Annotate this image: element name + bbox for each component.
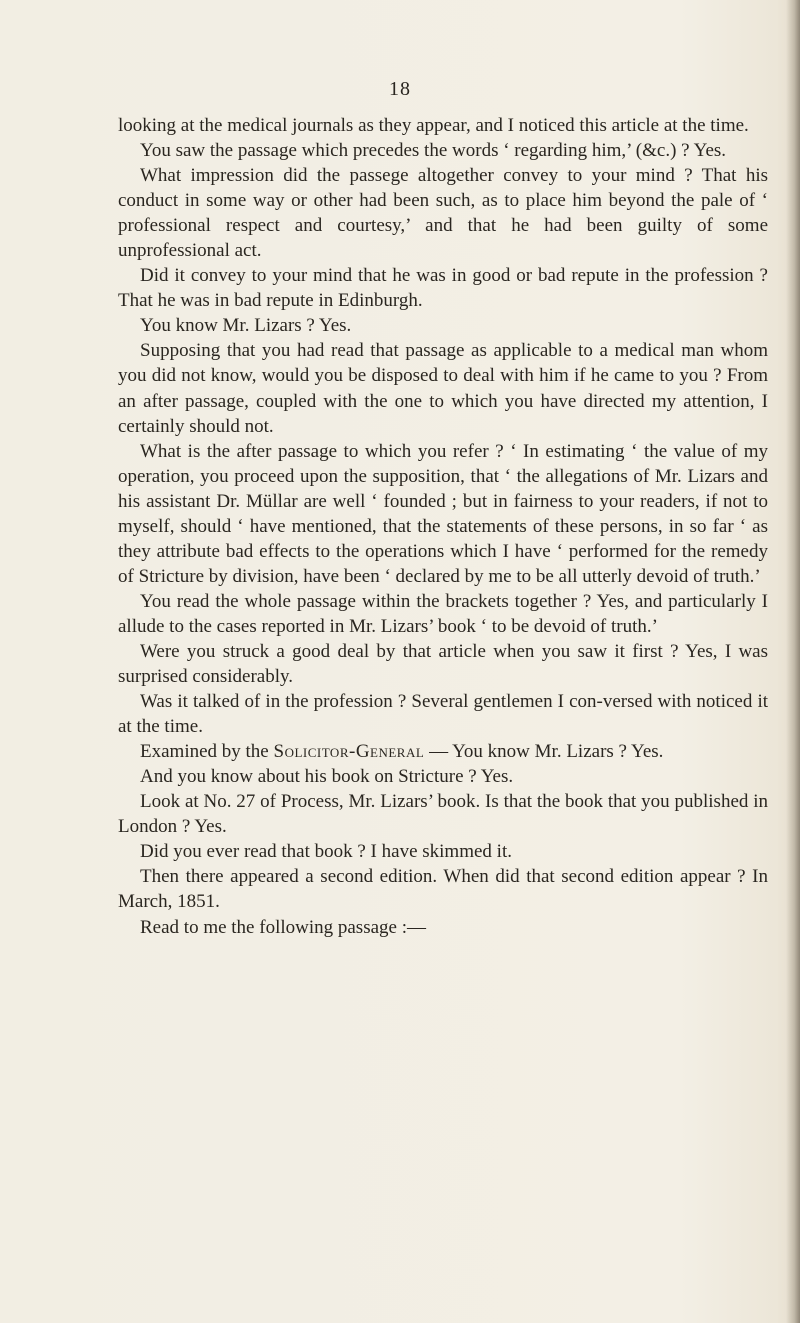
paragraph-7: What is the after passage to which you refer ? ‘ In estimating ‘ the value of my operation, you proceed upon the supposition, that ‘ the allegations of Mr. Lizars and his assistant Dr. Müllar are well ‘ founded ; but in fairness to your readers, if not to myself, should ‘ have mentioned, that the statements of these persons, in so far ‘ as they attribute bad effects to the operations which I have ‘ performed for the remedy of Stricture by division, have been ‘ declared by me to be all utterly devoid of truth.’ [118,440,768,587]
solicitor-general-smallcaps: Solicitor-General [273,741,425,763]
paragraph-5: You know Mr. Lizars ? Yes. [140,315,352,337]
paragraph-11-lead: Examined by the [140,741,274,763]
paragraph-10: Was it talked of in the profession ? Several gentlemen I con-versed with noticed it at the time. [118,691,768,738]
paragraph-9: Were you struck a good deal by that article when you saw it first ? Yes, I was surprised considerably. [118,640,768,688]
page-number: 18 [389,78,411,100]
paragraph-2: You saw the passage which precedes the words ‘ regarding him,’ (&c.) ? Yes. [140,140,727,162]
page-edge-shadow [786,0,800,1323]
paragraph-14: Did you ever read that book ? I have skimmed it. [140,841,512,863]
page-body [118,113,768,940]
paragraph-11 [118,739,768,764]
paragraph-11-rest: — You know Mr. Lizars ? Yes. [424,741,664,763]
paragraph-4: Did it convey to your mind that he was in good or bad repute in the profession ? That he was in bad repute in Edinburgh. [118,265,768,312]
paragraph-15: Then there appeared a second edition. When did that second edition appear ? In March, 1851. [118,866,768,913]
paragraph-16: Read to me the following passage :— [140,916,426,938]
paragraph-6: Supposing that you had read that passage as applicable to a medical man whom you did not know, would you be disposed to deal with him if he came to you ? From an after passage, coupled with the one to which you have directed my attention, I certainly should not. [118,340,768,437]
paragraph-12: And you know about his book on Stricture ? Yes. [140,766,514,788]
paragraph-8: You read the whole passage within the brackets together ? Yes, and particularly I allude to the cases reported in Mr. Lizars’ book ‘ to be devoid of truth.’ [118,590,768,637]
paragraph-13: Look at No. 27 of Process, Mr. Lizars’ book. Is that the book that you published in London ? Yes. [118,791,768,838]
paragraph-1: looking at the medical journals as they appear, and I noticed this article at the time. [118,115,749,136]
paragraph-3: What impression did the passege altogether convey to your mind ? That his conduct in some way or other had been such, as to place him beyond the pale of ‘ professional respect and courtesy,’ and that he had been guilty of some unprofessional act. [118,165,768,262]
